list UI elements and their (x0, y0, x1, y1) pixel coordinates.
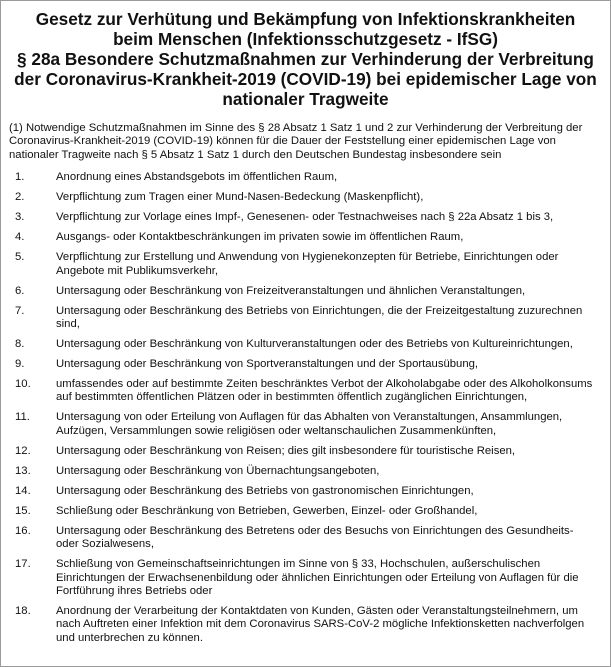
list-item-text: Verpflichtung zur Vorlage eines Impf-, Genesenen- oder Testnachweises nach § 22a Absatz 1 bis 3, (56, 211, 554, 224)
list-item-text: Untersagung oder Beschränkung des Betriebs von gastronomischen Einrichtungen, (56, 484, 474, 497)
list-item-number: 10. (15, 378, 31, 391)
list-item-text: Untersagung oder Beschränkung des Betretens oder des Besuchs von Einrichtungen des Gesundheits- oder Sozialwesens, (56, 524, 574, 551)
title-line-3: § 28a Besondere Schutzmaßnahmen zur Verhinderung der Verbreitung (17, 49, 594, 69)
list-item-number: 15. (15, 504, 31, 517)
list-item-text: Untersagung oder Beschränkung von Sportveranstaltungen und der Sportausübung, (56, 358, 479, 371)
title-line-5: nationaler Tragweite (222, 89, 389, 109)
list-item (1, 191, 610, 204)
list-item-number: 17. (15, 558, 31, 571)
list-item-text: Untersagung oder Beschränkung des Betriebs von Einrichtungen, die der Freizeitgestaltung zuzurechnen sind, (56, 304, 583, 331)
list-item-number: 7. (15, 304, 25, 317)
list-item-number: 8. (15, 338, 25, 351)
list-item (1, 525, 610, 552)
list-item-text: Schließung oder Beschränkung von Betrieben, Gewerben, Einzel- oder Großhandel, (56, 504, 478, 517)
list-item-text: Anordnung der Verarbeitung der Kontaktdaten von Kunden, Gästen oder Veranstaltungsteilnehmern, um nach Auftreten einer Infektion mit dem Coronavirus SARS-CoV-2 mögliche Infektionsketten nachverfolgen und unterbrechen zu können. (56, 605, 585, 644)
list-item (1, 411, 610, 438)
list-item-number: 16. (15, 524, 31, 537)
list-item (1, 211, 610, 224)
list-item (1, 505, 610, 518)
intro-paragraph: (1) Notwendige Schutzmaßnahmen im Sinne des § 28 Absatz 1 Satz 1 und 2 zur Verhinderung der Verbreitung der Coronavirus-Krankheit-2019 (COVID-19) können für die Dauer der Feststellung einer epidemischen Lage von nationaler Tragweite nach § 5 Absatz 1 Satz 1 durch den Deutschen Bundestag insbesondere sein (9, 122, 583, 161)
list-item (1, 285, 610, 298)
list-item-text: Untersagung oder Beschränkung von Kulturveranstaltungen oder des Betriebs von Kultureinrichtungen, (56, 338, 573, 351)
list-item-number: 3. (15, 211, 25, 224)
list-item-text: Untersagung von oder Erteilung von Auflagen für das Abhalten von Veranstaltungen, Ansammlungen, Aufzügen, Versammlungen sowie religiösen oder weltanschaulichen Zusammenkünften, (56, 411, 563, 437)
list-item-text: Verpflichtung zur Erstellung und Anwendung von Hygienekonzepten für Betriebe, Einrichtungen oder Angebote mit Publikumsverkehr, (56, 251, 559, 277)
list-item-text: Untersagung oder Beschränkung von Übernachtungsangeboten, (56, 464, 380, 477)
list-item-number: 1. (15, 171, 25, 184)
list-item (1, 465, 610, 478)
title-line-1: Gesetz zur Verhütung und Bekämpfung von Infektionskrankheiten (35, 9, 576, 29)
list-item (1, 605, 610, 645)
title-line-2: beim Menschen (Infektionsschutzgesetz - IfSG) (113, 29, 498, 49)
list-item-number: 13. (15, 464, 31, 477)
list-item-number: 9. (15, 358, 25, 371)
list-item (1, 231, 610, 244)
list-item-number: 2. (15, 191, 25, 204)
list-item-number: 12. (15, 444, 31, 457)
list-item (1, 485, 610, 498)
list-item (1, 378, 610, 405)
title-line-4: der Coronavirus-Krankheit-2019 (COVID-19) bei epidemischer Lage von (14, 69, 597, 89)
list-item (1, 338, 610, 351)
list-item-text: Schließung von Gemeinschaftseinrichtungen im Sinne von § 33, Hochschulen, außerschulischen Einrichtungen der Erwachsenenbildung oder ähnlichen Einrichtungen oder Erteilung von Auflagen für die Fortführung ihres Betriebs oder (56, 558, 579, 598)
list-item-text: Anordnung eines Abstandsgebots im öffentlichen Raum, (56, 171, 338, 184)
list-item-text: Ausgangs- oder Kontaktbeschränkungen im privaten sowie im öffentlichen Raum, (56, 231, 464, 244)
list-item-text: Untersagung oder Beschränkung von Reisen; dies gilt insbesondere für touristische Reisen, (56, 444, 516, 457)
list-item (1, 171, 610, 184)
list-item-number: 18. (15, 605, 31, 618)
list-item-number: 6. (15, 284, 25, 297)
list-item-number: 11. (15, 411, 30, 424)
list-item-number: 5. (15, 251, 25, 264)
list-item (1, 305, 610, 332)
measures-list (1, 171, 610, 645)
list-item (1, 445, 610, 458)
list-item-text: Verpflichtung zum Tragen einer Mund-Nasen-Bedeckung (Maskenpflicht), (56, 191, 424, 204)
list-item-text: umfassendes oder auf bestimmte Zeiten beschränktes Verbot der Alkoholabgabe oder des Alkoholkonsums auf bestimmten öffentlichen Plätzen oder in bestimmten öffentlich zugänglichen Einrichtungen, (56, 378, 593, 404)
list-item-number: 14. (15, 484, 31, 497)
list-item (1, 358, 610, 371)
list-item-text: Untersagung oder Beschränkung von Freizeitveranstaltungen und ähnlichen Veranstaltungen, (56, 284, 526, 297)
list-item (1, 251, 610, 278)
list-item-number: 4. (15, 231, 25, 244)
list-item (1, 558, 610, 598)
law-title (7, 9, 604, 109)
